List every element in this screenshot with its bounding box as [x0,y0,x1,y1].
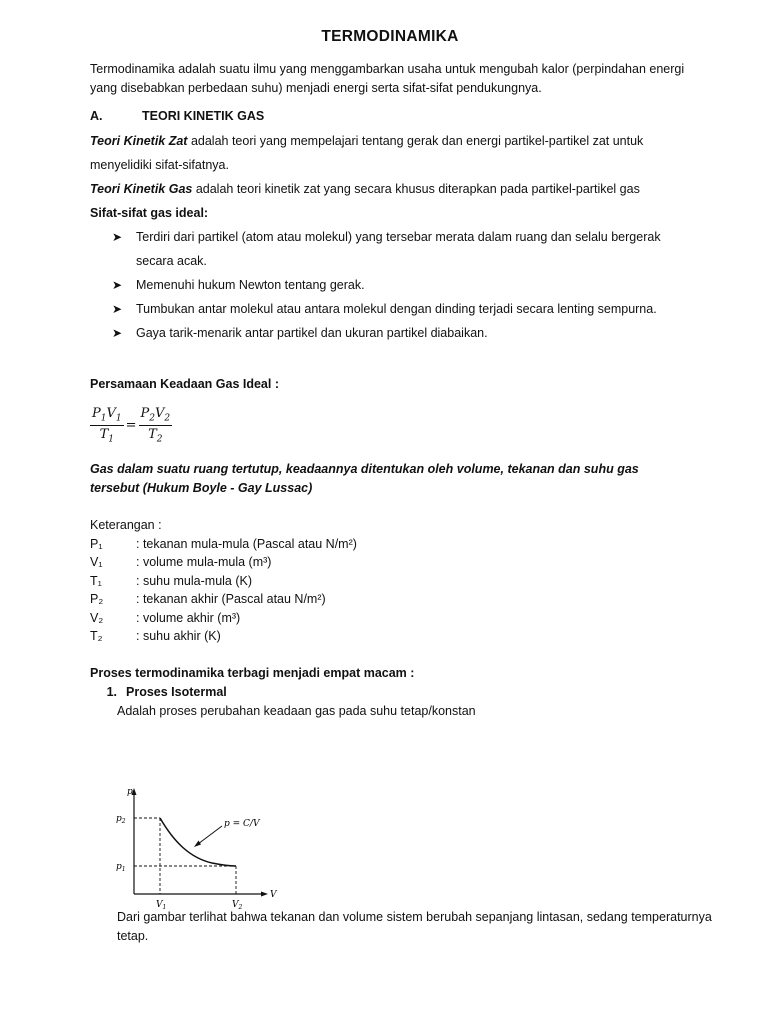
curve-pointer [198,826,222,844]
definition-text: adalah teori yang mempelajari tentang gerak dan energi partikel-partikel zat untuk menyelidiki sifat-sifatnya. [90,134,644,172]
process-isotermal-heading: 1. Proses Isotermal [106,684,227,699]
keterangan-label: Keterangan : [90,518,162,533]
definition-text: adalah teori kinetik zat yang secara khusus diterapkan pada partikel-partikel gas [192,182,640,196]
definition-kinetic-gas [90,177,690,201]
v1-label: $V_1$ [156,900,167,911]
list-item: T₂ : suhu akhir (K) [90,629,221,644]
ideal-gas-heading: Sifat-sifat gas ideal: [90,206,209,220]
formula-left-fraction: $\frac{P_1V_1}{T_1}$ [92,406,122,445]
list-item: P₁ : tekanan mula-mula (Pascal atau N/m²) [90,536,357,551]
formula-equals: = [125,417,137,433]
p1-label: $p_1$ [116,862,126,873]
list-item: ➤ Memenuhi hukum Newton tentang gerak. [112,273,690,297]
section-title: TEORI KINETIK GAS [142,109,265,123]
closing-paragraph: Dari gambar terlihat bahwa tekanan dan volume sistem berubah sepanjang lintasan, sedang temperaturnya tetap. [117,910,712,943]
ideal-gas-properties [90,225,690,345]
curve-label: p = C/V [224,819,260,829]
boyle-gay-lussac-note: Gas dalam suatu ruang tertutup, keadaannya ditentukan oleh volume, tekanan dan suhu gas tersebut (Hukum Boyle - Gay Lussac) [90,462,639,496]
definition-kinetic-matter [90,129,690,177]
list-item: ➤ Tumbukan antar molekul atau antara molekul dengan dinding terjadi secara lenting sempurna. [112,297,690,321]
arrow-bullet-icon: ➤ [112,230,123,244]
term-kinetic-matter: Teori Kinetik Zat [90,134,188,148]
x-axis-arrow-icon [261,892,268,897]
list-item: V₁ : volume mula-mula (m³) [90,555,272,570]
arrow-bullet-icon: ➤ [112,326,123,340]
ideal-gas-formula [90,406,690,444]
arrow-bullet-icon: ➤ [112,278,123,292]
isothermal-pv-diagram [112,784,282,912]
intro-paragraph: Termodinamika adalah suatu ilmu yang menggambarkan usaha untuk mengubah kalor (perpindahan energi yang disebabkan perbedaan suhu) menjadi energi serta sifat-sifat pendukungnya. [90,62,685,95]
curve-pointer-arrow-icon [194,841,201,848]
list-item: ➤ Terdiri dari partikel (atom atau molekul) yang tersebar merata dalam ruang dan selalu bergerak secara acak. [112,225,690,273]
list-item: P₂ : tekanan akhir (Pascal atau N/m²) [90,592,326,607]
section-heading-a [90,109,690,123]
document-title: TERMODINAMIKA [321,28,459,45]
equation-heading: Persamaan Keadaan Gas Ideal : [90,377,279,391]
list-item: ➤ Gaya tarik-menarik antar partikel dan ukuran partikel diabaikan. [112,321,690,345]
document-page [90,28,690,721]
v2-label: $V_2$ [232,900,243,911]
formula-right-fraction: $\frac{P_2V_2}{T_2}$ [140,406,171,445]
p2-label: $p_2$ [116,814,126,825]
arrow-bullet-icon: ➤ [112,302,123,316]
section-number: A. [90,109,103,123]
process-heading: Proses termodinamika terbagi menjadi empat macam : [90,665,415,680]
list-item: V₂ : volume akhir (m³) [90,610,241,625]
term-kinetic-gas: Teori Kinetik Gas [90,182,193,196]
y-axis-label: p [127,787,133,797]
keterangan-list [90,535,690,646]
process-isotermal-description: Adalah proses perubahan keadaan gas pada suhu tetap/konstan [117,703,476,718]
list-item: T₁ : suhu mula-mula (K) [90,573,253,588]
x-axis-label: V [270,890,277,900]
